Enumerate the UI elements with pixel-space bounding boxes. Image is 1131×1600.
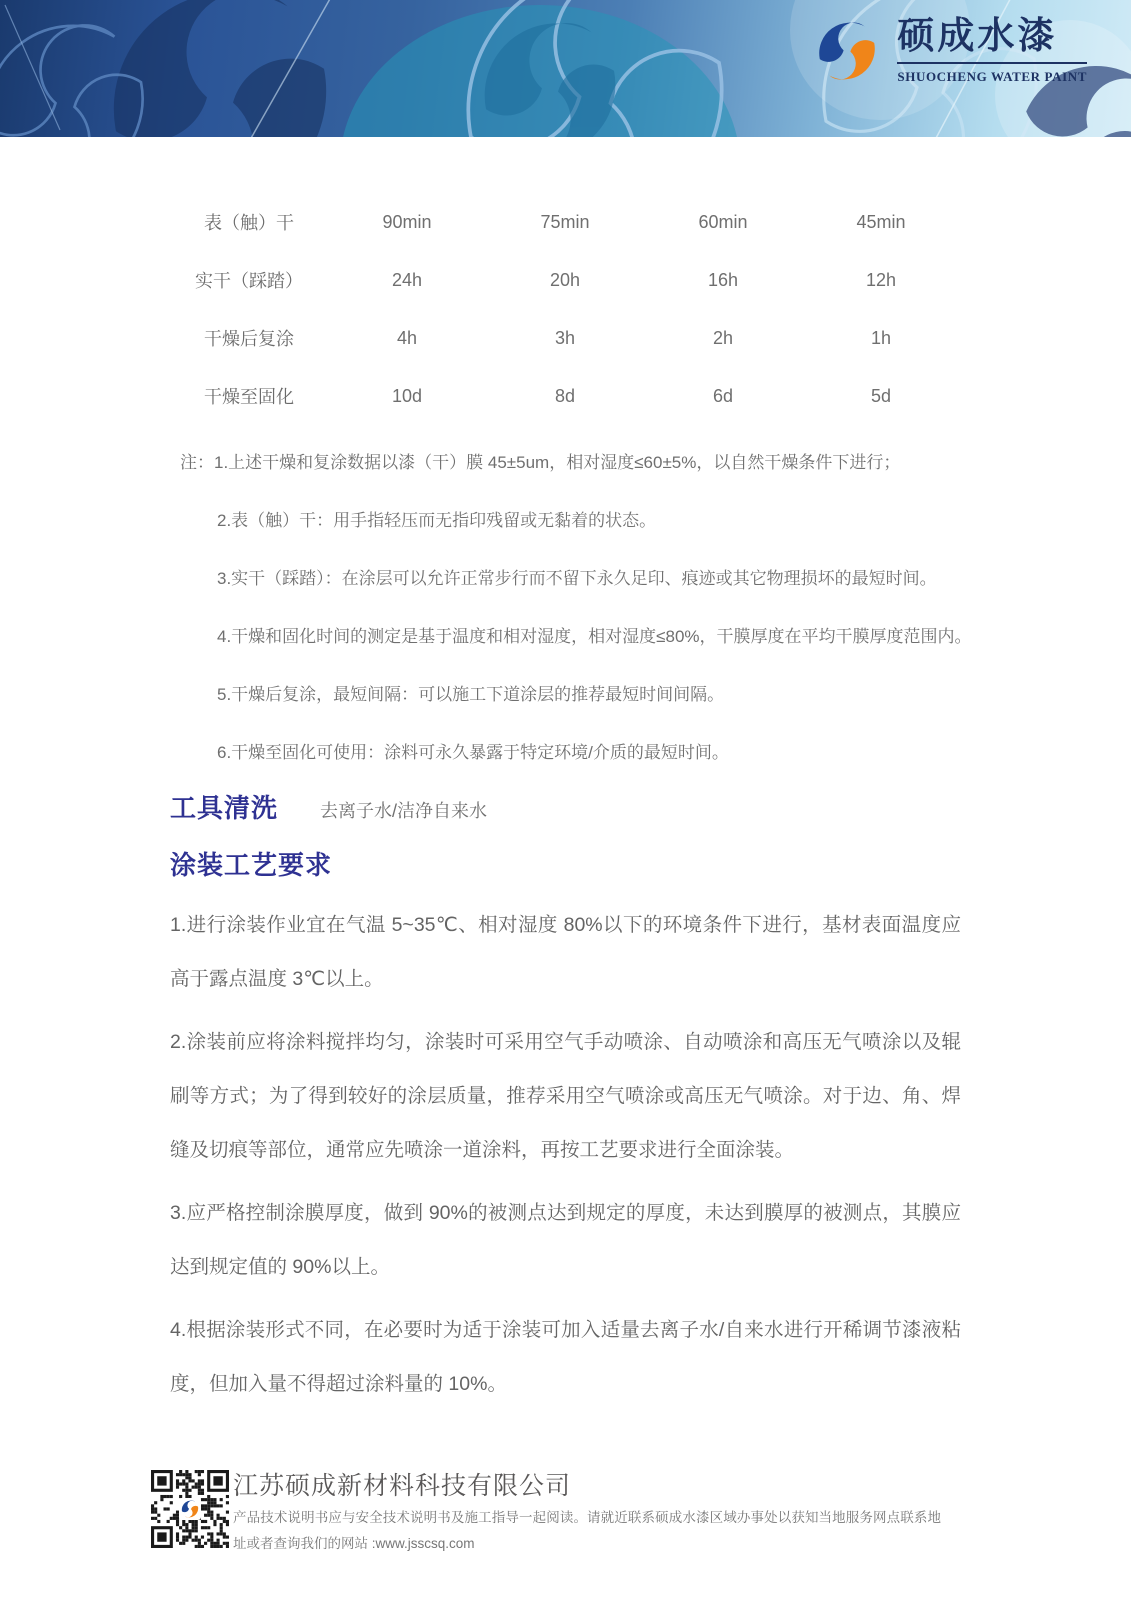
note-line: 3.实干（踩踏）：在涂层可以允许正常步行而不留下永久足印、痕迹或其它物理损坏的最短时间。 [217, 569, 937, 588]
process-paragraph: 3.应严格控制涂膜厚度，做到 90%的被测点达到规定的厚度，未达到膜厚的被测点，其膜应达到规定值的 90%以上。 [170, 1202, 961, 1278]
note-line: 2.表（触）干：用手指轻压而无指印残留或无黏着的状态。 [217, 511, 657, 530]
cell-value: 6d [712, 385, 734, 406]
cell-value: 24h [391, 269, 423, 290]
brand-names [897, 15, 1087, 85]
note-line: 5.干燥后复涂，最短间隔：可以施工下道涂层的推荐最短时间间隔。 [217, 685, 725, 704]
cell-value: 45min [856, 211, 906, 232]
qr-center-logo-icon [179, 1498, 201, 1520]
table-row [170, 309, 960, 367]
note-text: 1.上述干燥和复涂数据以漆（干）膜 45±5um，相对湿度≤60±5%，以自然干燥条件下进行； [214, 453, 901, 472]
row-label: 干燥至固化 [204, 387, 294, 407]
row-label: 实干（踩踏） [195, 271, 303, 291]
shuocheng-swirl-logo-icon [813, 17, 881, 85]
cell-value: 12h [865, 269, 897, 290]
note-line: 4.干燥和固化时间的测定是基于温度和相对湿度，相对湿度≤80%，干膜厚度在平均干膜厚度范围内。 [217, 627, 972, 646]
cell-value: 16h [707, 269, 739, 290]
table-row [170, 193, 960, 251]
qr-code [151, 1470, 229, 1548]
tool-cleaning-row [170, 788, 487, 825]
cell-value: 90min [382, 211, 432, 232]
cell-value: 3h [554, 327, 576, 348]
note-prefix: 注： [180, 453, 214, 472]
cell-value: 2h [712, 327, 734, 348]
drying-data-table [170, 193, 960, 425]
cell-value: 60min [698, 211, 748, 232]
process-paragraphs [170, 898, 961, 1420]
cell-value: 4h [396, 327, 418, 348]
note-line: 6.干燥至固化可使用：涂料可永久暴露于特定环境/介质的最短时间。 [217, 743, 729, 762]
notes-block [180, 434, 972, 782]
footer-note: 产品技术说明书应与安全技术说明书及施工指导一起阅读。请就近联系硕成水漆区域办事处以获知当地服务网点联系地址或者查询我们的网站 :www.jsscsq.com [233, 1510, 941, 1551]
company-name: 江苏硕成新材料科技有限公司 [233, 1472, 572, 1500]
tool-cleaning-value: 去离子水/洁净自来水 [320, 801, 488, 821]
note-line [180, 434, 966, 492]
process-paragraph: 2.涂装前应将涂料搅拌均匀，涂装时可采用空气手动喷涂、自动喷涂和高压无气喷涂以及辊刷等方式；为了得到较好的涂层质量，推荐采用空气喷涂或高压无气喷涂。对于边、角、焊缝及切痕等部位，通常应先喷涂一道涂料，再按工艺要求进行全面涂装。 [170, 1031, 961, 1161]
cell-value: 5d [870, 385, 892, 406]
cell-value: 10d [391, 385, 423, 406]
cell-value: 20h [549, 269, 581, 290]
tool-cleaning-heading: 工具清洗 [170, 793, 279, 823]
cell-value: 8d [554, 385, 576, 406]
process-paragraph: 1.进行涂装作业宜在气温 5~35℃、相对湿度 80%以下的环境条件下进行，基材表面温度应高于露点温度 3℃以上。 [170, 914, 961, 990]
brand-logo-block [813, 17, 1087, 85]
brand-name-en: SHUOCHENG WATER PAINT [897, 68, 1087, 84]
cell-value: 1h [870, 327, 892, 348]
row-label: 干燥后复涂 [204, 329, 294, 349]
process-requirements-heading: 涂装工艺要求 [170, 850, 333, 880]
cell-value: 75min [540, 211, 590, 232]
process-paragraph: 4.根据涂装形式不同，在必要时为适于涂装可加入适量去离子水/自来水进行开稀调节漆液粘度，但加入量不得超过涂料量的 10%。 [170, 1319, 961, 1395]
table-row [170, 367, 960, 425]
header-banner [0, 0, 1131, 137]
row-label: 表（触）干 [204, 213, 294, 233]
table-row [170, 251, 960, 309]
brand-name-cn: 硕成水漆 [897, 18, 1087, 64]
